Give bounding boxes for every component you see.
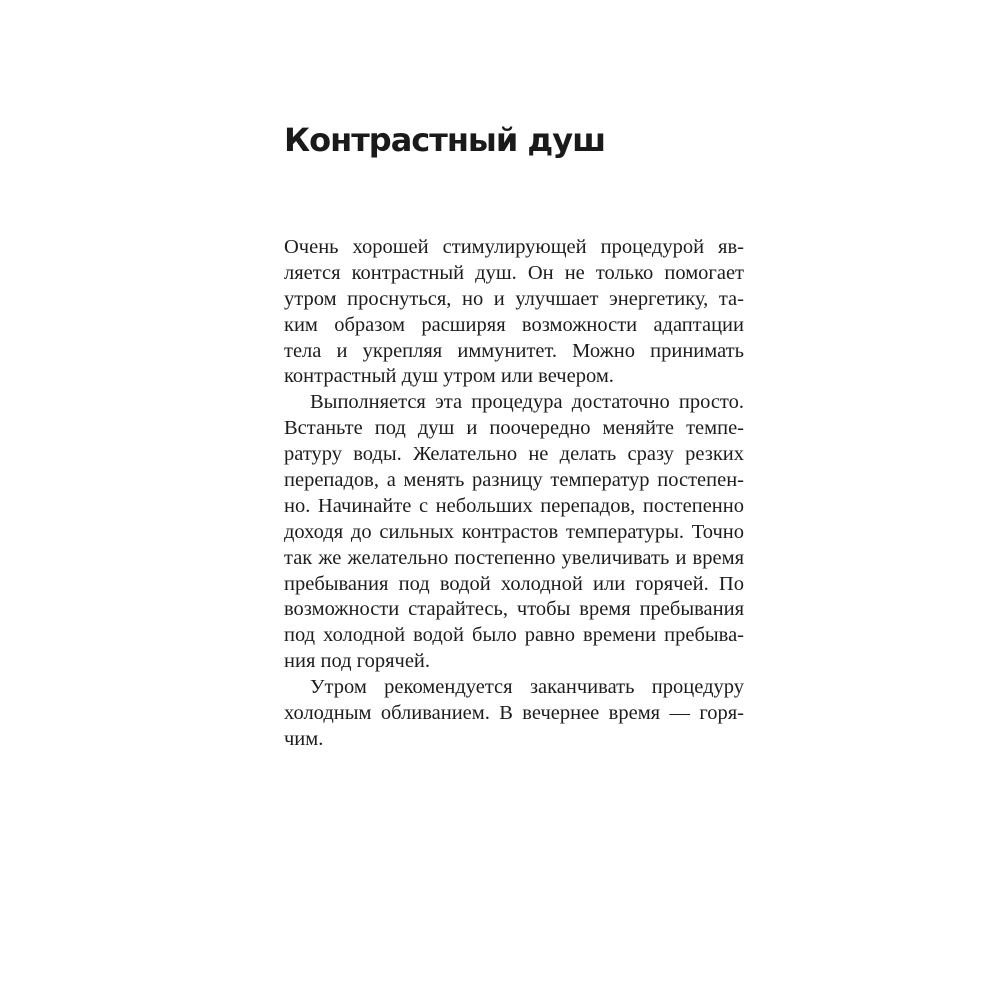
text-line: ния под горячей. (284, 650, 431, 673)
text-line: но. Начинайте с небольших перепадов, постепенно (284, 494, 744, 517)
text-line: ляется контрастный душ. Он не только помогает (284, 261, 744, 284)
text-line: перепадов, а менять разницу температур постепен- (284, 469, 744, 492)
chapter-heading: Контрастный душ (284, 121, 606, 159)
paragraph-1 (284, 235, 744, 390)
body-text (284, 235, 744, 753)
text-line: пребывания под водой холодной или горячей. По (284, 572, 744, 595)
paragraph-2 (284, 390, 744, 675)
text-line: доходя до сильных контрастов температуры. Точно (284, 520, 744, 543)
text-line: Выполняется эта процедура достаточно просто. (310, 391, 744, 414)
text-line: так же желательно постепенно увеличивать и время (284, 546, 744, 569)
text-line: контрастный душ утром или вечером. (284, 365, 614, 388)
text-line: чим. (284, 727, 324, 750)
text-line: утром проснуться, но и улучшает энергетику, та- (284, 287, 744, 310)
paragraph-3 (284, 675, 744, 753)
text-line: возможности старайтесь, чтобы время пребывания (284, 598, 744, 621)
text-line: тела и укрепляя иммунитет. Можно принимать (284, 339, 744, 362)
text-line: Очень хорошей стимулирующей процедурой яв- (284, 236, 744, 258)
text-line: ким образом расширяя возможности адаптации (284, 313, 744, 336)
text-line: под холодной водой было равно времени пребыва- (284, 624, 744, 647)
text-line: холодным обливанием. В вечернее время — горя- (284, 702, 744, 725)
book-page (284, 0, 744, 1000)
text-line: ратуру воды. Желательно не делать сразу резких (284, 443, 744, 466)
text-line: Утром рекомендуется заканчивать процедуру (310, 676, 744, 699)
text-line: Встаньте под душ и поочередно меняйте темпе- (284, 417, 744, 440)
